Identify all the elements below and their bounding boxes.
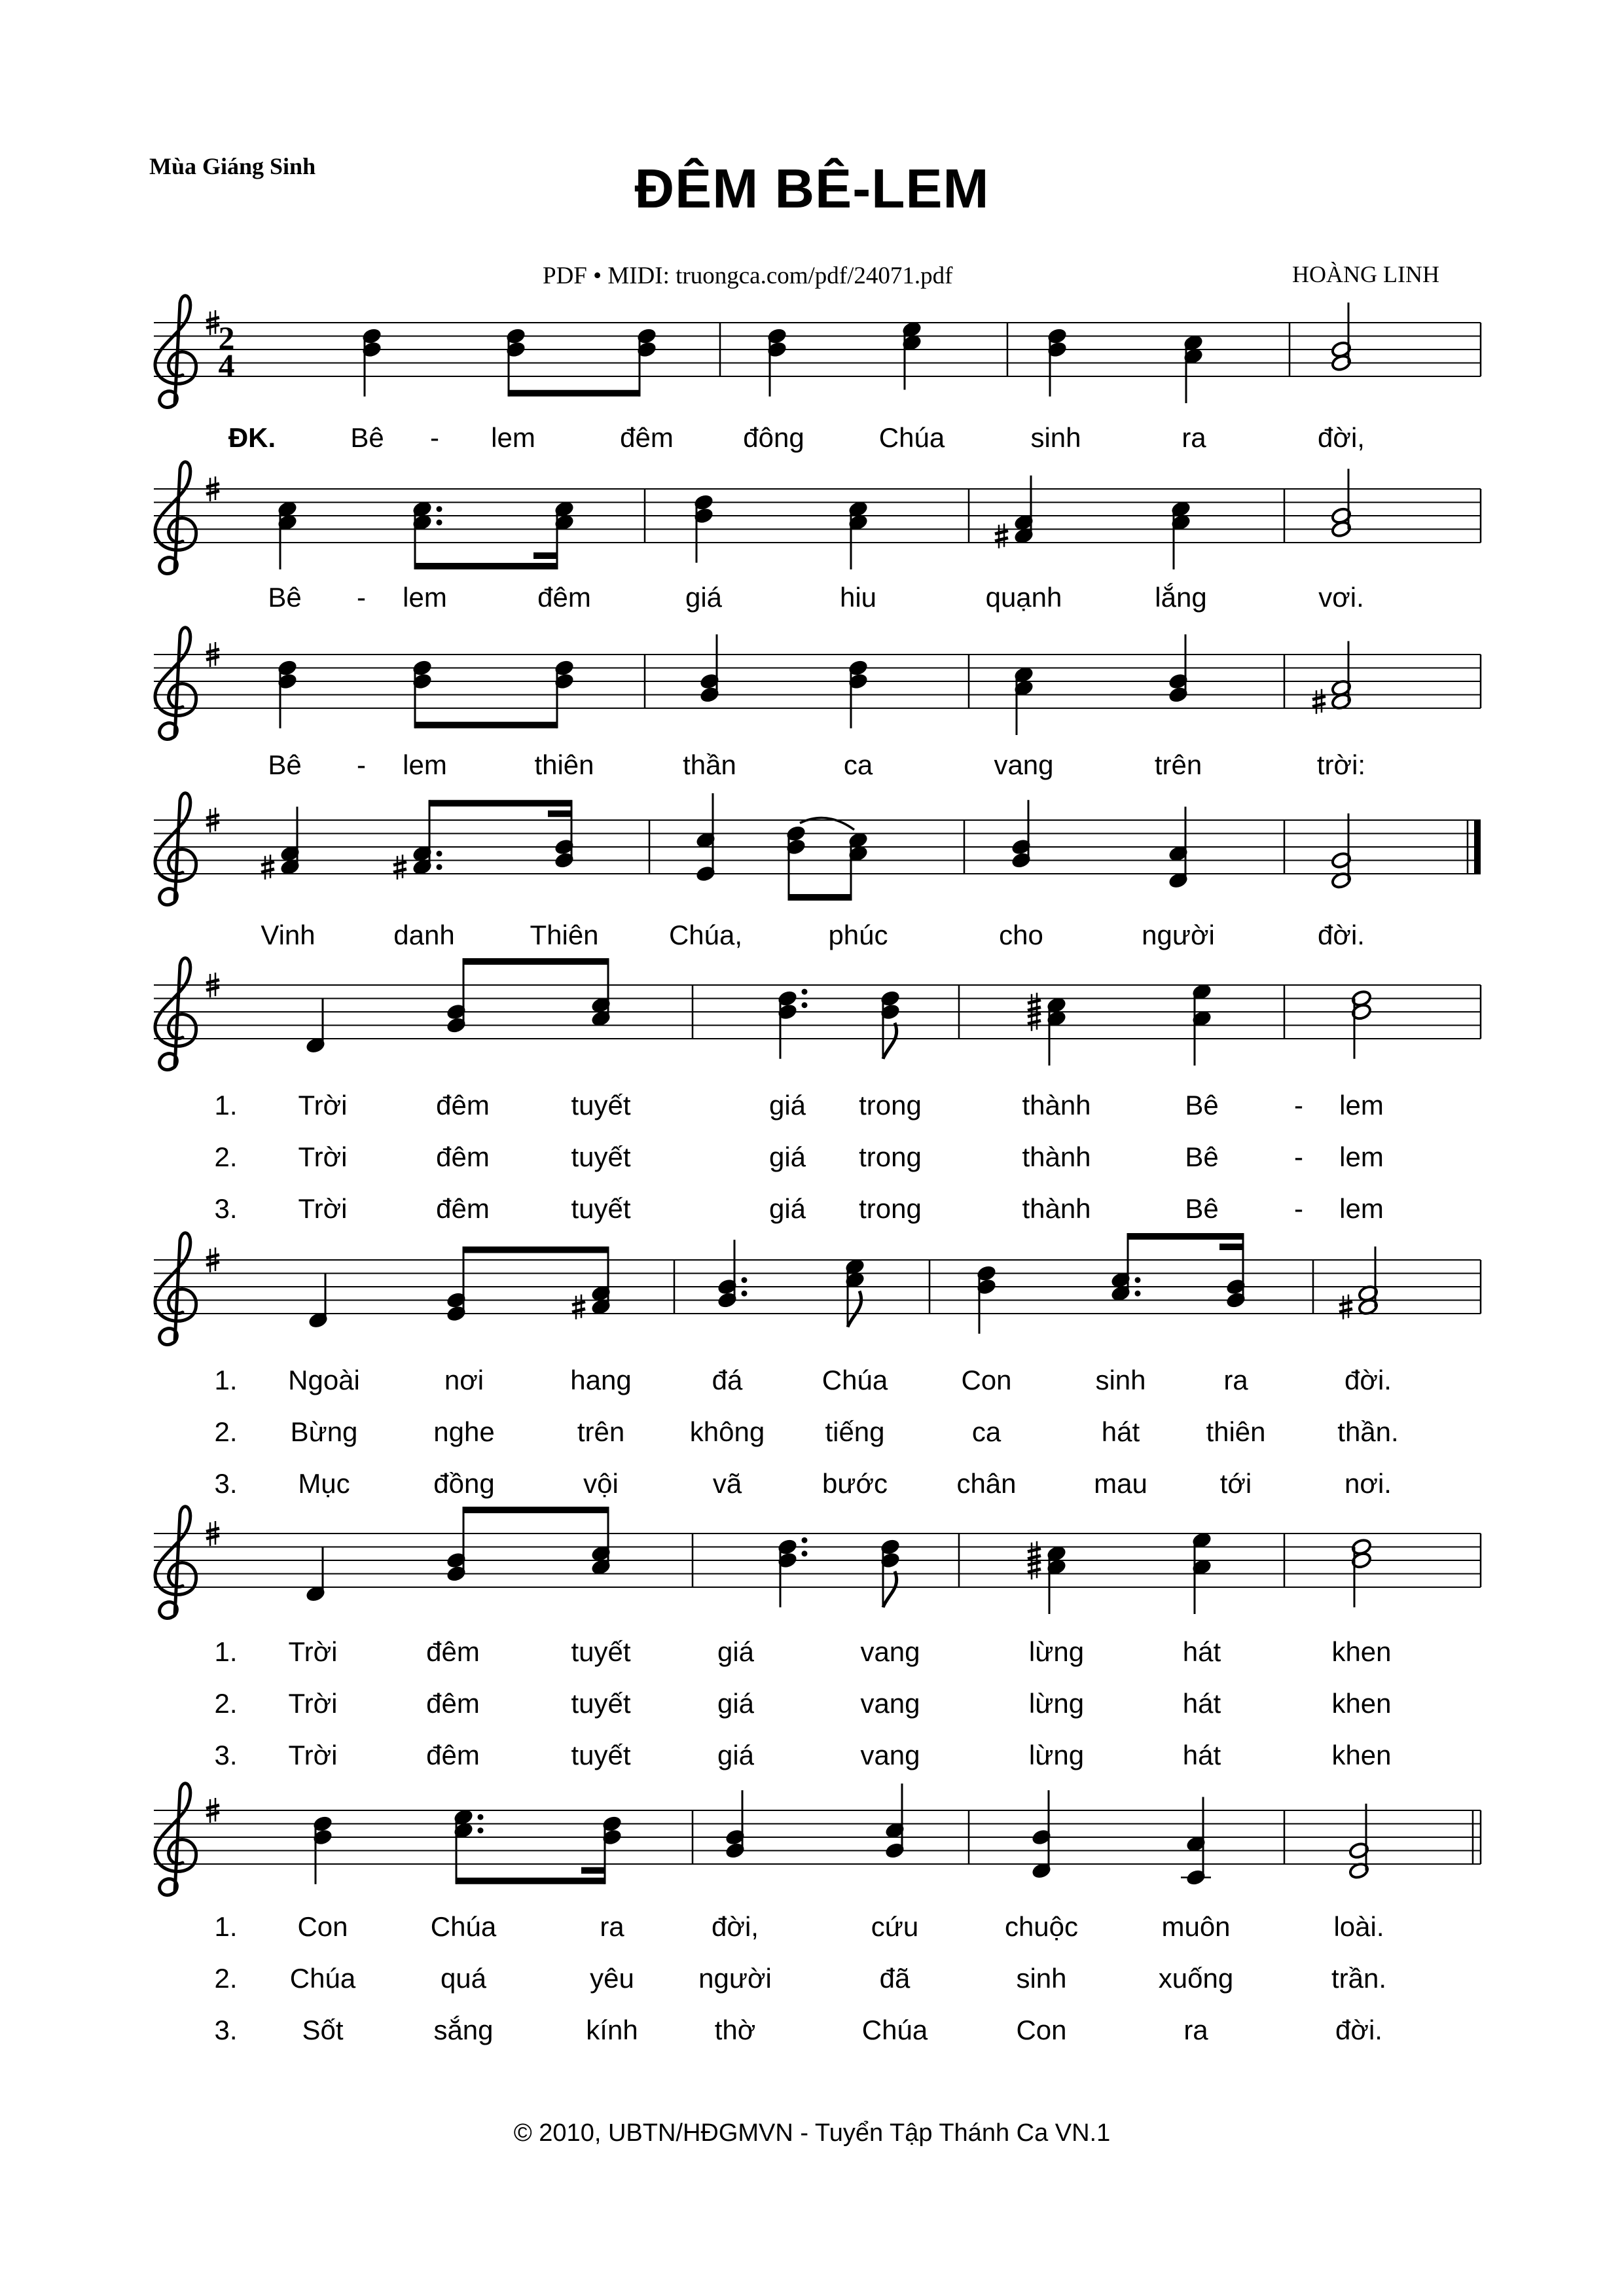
note [277, 659, 298, 728]
augmentation-dot [802, 1537, 808, 1543]
lyric-syllable: Trời [288, 1688, 338, 1719]
verse-number: 1. [214, 1365, 238, 1395]
note [848, 659, 869, 728]
lyric-syllable: - [357, 749, 366, 780]
lyric-syllable: lem [1339, 1193, 1384, 1224]
time-signature-bottom: 4 [218, 347, 235, 384]
augmentation-dot [437, 864, 442, 870]
staff-system [154, 1233, 1481, 1499]
lyric-syllable: Chúa, [668, 920, 743, 950]
note-flag [883, 1571, 897, 1607]
lyric-syllable: vang [860, 1740, 920, 1770]
note [777, 989, 808, 1059]
lyric-syllable: lem [403, 582, 447, 613]
verse-number: 3. [214, 1468, 238, 1499]
note [1168, 634, 1189, 704]
note [308, 1274, 329, 1330]
staff-system [154, 462, 1481, 613]
lyric-syllable: chuộc [1004, 1911, 1079, 1942]
lyric-syllable: không [689, 1416, 765, 1447]
lyric-syllable: sắng [433, 2015, 494, 2045]
lyric-syllable: vang [860, 1636, 920, 1667]
lyric-syllable: phúc [828, 920, 888, 950]
lyric-syllable: thần [683, 749, 736, 780]
augmentation-dot [802, 1002, 808, 1008]
lyric-syllable: hát [1182, 1688, 1221, 1719]
note [880, 990, 901, 1059]
time-signature-top: 2 [218, 319, 235, 356]
lyric-syllable: - [1294, 1141, 1303, 1172]
lyric-syllable: bước [821, 1468, 888, 1499]
composer-name: HOÀNG LINH [1292, 261, 1439, 287]
lyric-syllable: Chúa [430, 1911, 497, 1942]
lyric-syllable: Trời [288, 1740, 338, 1770]
note [1028, 1541, 1067, 1614]
lyric-syllable: vơi. [1318, 582, 1364, 613]
augmentation-dot [802, 1551, 808, 1556]
staff-system [154, 958, 1481, 1224]
lyric-syllable: Ngoài [288, 1365, 360, 1395]
lyric-syllable: cho [999, 920, 1043, 950]
lyric-syllable: danh [393, 920, 455, 950]
lyric-syllable: muôn [1161, 1911, 1231, 1942]
lyric-syllable: Bê [1185, 1193, 1219, 1224]
lyric-syllable: vã [712, 1468, 742, 1499]
note [1028, 993, 1067, 1066]
lyric-syllable: lừng [1028, 1636, 1085, 1667]
lyric-syllable: Vinh [261, 920, 316, 950]
lyric-syllable: giá [717, 1636, 755, 1667]
lyric-syllable: thành [1022, 1090, 1091, 1121]
lyric-syllable: thiên [534, 749, 594, 780]
lyric-syllable: giá [768, 1141, 806, 1172]
note [725, 1790, 746, 1859]
lyric-syllable: trong [859, 1193, 922, 1224]
beam [415, 668, 557, 728]
beam [463, 1247, 608, 1314]
note [1331, 469, 1352, 538]
lyric-syllable: trên [577, 1416, 625, 1447]
lyric-syllable: Trời [298, 1193, 348, 1224]
note [305, 1547, 326, 1604]
lyric-syllable: nơi. [1344, 1468, 1392, 1499]
augmentation-dot [742, 1277, 748, 1283]
note [1351, 990, 1372, 1059]
lyric-syllable: - [1294, 1090, 1303, 1121]
lyric-syllable: ca [843, 749, 873, 780]
note [695, 793, 716, 883]
lyric-syllable: tuyết [571, 1141, 631, 1172]
lyric-syllable: đêm [426, 1636, 480, 1667]
lyric-syllable: xuống [1158, 1963, 1234, 1994]
lyric-syllable: sinh [1095, 1365, 1146, 1395]
staff-system [154, 1784, 1481, 2045]
lyric-syllable: giá [768, 1090, 806, 1121]
lyric-syllable: quạnh [985, 582, 1062, 613]
lyric-syllable: giá [717, 1688, 755, 1719]
augmentation-dot [1135, 1277, 1141, 1283]
staff-system [154, 628, 1481, 780]
lyric-syllable: đêm [436, 1090, 490, 1121]
lyric-syllable: Chúa [861, 2015, 928, 2045]
lyric-syllable: ra [1182, 422, 1206, 453]
source-link[interactable]: PDF • MIDI: truongca.com/pdf/24071.pdf [543, 262, 953, 289]
lyric-syllable: tiếng [825, 1416, 885, 1447]
note [1170, 500, 1191, 569]
lyric-syllable: Chúa [821, 1365, 888, 1395]
lyric-syllable: lem [1339, 1090, 1384, 1121]
note [1011, 800, 1032, 869]
lyric-syllable: ra [1183, 2015, 1208, 2045]
lyric-syllable: đời, [712, 1911, 759, 1942]
beam [463, 958, 608, 1026]
lyric-syllable: - [357, 582, 366, 613]
verse-number: 2. [214, 1963, 238, 1994]
note [261, 807, 300, 880]
lyric-syllable: chân [956, 1468, 1017, 1499]
lyric-syllable: thành [1022, 1193, 1091, 1224]
note [884, 1784, 905, 1859]
lyric-syllable: sinh [1016, 1963, 1067, 1994]
note [1013, 666, 1034, 735]
note [1031, 1790, 1052, 1880]
lyric-syllable: quá [440, 1963, 487, 1994]
verse-number: 2. [214, 1416, 238, 1447]
lyric-syllable: loài. [1333, 1911, 1384, 1942]
lyric-syllable: tới [1219, 1468, 1252, 1499]
beam [463, 1507, 608, 1574]
note [1331, 302, 1352, 372]
lyric-syllable: ra [1223, 1365, 1248, 1395]
note [1348, 1804, 1369, 1880]
note [1351, 1538, 1372, 1607]
lyric-syllable: thành [1022, 1141, 1091, 1172]
lyric-syllable: yêu [590, 1963, 634, 1994]
lyric-syllable: vang [860, 1688, 920, 1719]
lyric-syllable: lem [491, 422, 535, 453]
note [1339, 1247, 1379, 1319]
note [1047, 327, 1068, 397]
verse-number: 1. [214, 1911, 238, 1942]
lyric-syllable: đời. [1335, 2015, 1382, 2045]
lyric-syllable: nghe [433, 1416, 495, 1447]
note [976, 1265, 997, 1334]
lyric-syllable: đồng [433, 1468, 495, 1499]
note-flag [883, 1023, 897, 1059]
augmentation-dot [437, 851, 442, 857]
lyric-syllable: đã [879, 1963, 911, 1994]
lyric-syllable: - [1294, 1193, 1303, 1224]
lyric-syllable: cứu [871, 1911, 919, 1942]
lyric-syllable: người [1142, 920, 1215, 950]
lyric-syllable: tuyết [571, 1193, 631, 1224]
verse-number: 3. [214, 2015, 238, 2045]
copyright-footer: © 2010, UBTN/HĐGMVN - Tuyển Tập Thánh Ca VN.1 [513, 2119, 1111, 2147]
lyric-syllable: hát [1101, 1416, 1140, 1447]
lyric-syllable: mau [1094, 1468, 1147, 1499]
refrain-label: ĐK. [228, 422, 276, 453]
note [305, 999, 326, 1055]
lyric-syllable: Sốt [302, 2015, 344, 2045]
note [1191, 982, 1212, 1066]
lyric-syllable: đời. [1344, 1365, 1392, 1395]
note [1312, 641, 1352, 714]
lyric-syllable: Thiên [530, 920, 599, 950]
staff-system [154, 793, 1481, 950]
lyric-syllable: đêm [537, 582, 591, 613]
lyric-syllable: lừng [1028, 1740, 1085, 1770]
staff-system [154, 296, 1481, 453]
augmentation-dot [802, 989, 808, 995]
verse-number: 2. [214, 1141, 238, 1172]
lyric-syllable: Bê [350, 422, 384, 453]
lyric-syllable: thờ [714, 2015, 756, 2045]
lyric-syllable: lừng [1028, 1688, 1085, 1719]
verse-number: 3. [214, 1193, 238, 1224]
lyric-syllable: khen [1331, 1740, 1392, 1770]
note [277, 500, 298, 569]
lyric-syllable: nơi [444, 1365, 484, 1395]
lyric-syllable: đêm [436, 1141, 490, 1172]
lyric-syllable: Trời [288, 1636, 338, 1667]
note [880, 1538, 901, 1607]
lyric-syllable: Con [961, 1365, 1012, 1395]
lyric-syllable: đêm [436, 1193, 490, 1224]
lyric-syllable: vội [583, 1468, 619, 1499]
note [995, 476, 1034, 548]
lyric-syllable: Bê [1185, 1090, 1219, 1121]
lyric-syllable: hang [570, 1365, 632, 1395]
lyric-syllable: tuyết [571, 1740, 631, 1770]
lyric-syllable: hát [1182, 1636, 1221, 1667]
lyric-syllable: hiu [839, 582, 877, 613]
note [699, 634, 720, 704]
lyric-syllable: đời. [1318, 920, 1365, 950]
lyric-syllable: vang [994, 749, 1054, 780]
lyric-syllable: trần. [1331, 1963, 1387, 1994]
lyric-syllable: Con [1016, 2015, 1067, 2045]
lyric-syllable: đá [712, 1365, 743, 1395]
lyric-syllable: Trời [298, 1090, 348, 1121]
lyric-syllable: đêm [620, 422, 674, 453]
lyric-syllable: Bê [268, 582, 302, 613]
lyric-syllable: đêm [426, 1740, 480, 1770]
beam [509, 336, 640, 397]
lyric-syllable: đông [743, 422, 804, 453]
lyric-syllable: trong [859, 1141, 922, 1172]
augmentation-dot [742, 1291, 748, 1297]
augmentation-dot [478, 1814, 484, 1820]
final-barline [1474, 820, 1481, 874]
lyric-syllable: ra [600, 1911, 624, 1942]
lyric-syllable: sinh [1030, 422, 1081, 453]
beam [1128, 1233, 1243, 1300]
lyric-syllable: khen [1331, 1688, 1392, 1719]
verse-number: 1. [214, 1636, 238, 1667]
lyric-syllable: giá [768, 1193, 806, 1224]
season-label: Mùa Giáng Sinh [149, 153, 316, 179]
lyric-syllable: - [430, 422, 439, 453]
lyric-syllable: trời: [1316, 749, 1366, 780]
note [1191, 1531, 1212, 1614]
lyric-syllable: đêm [426, 1688, 480, 1719]
lyric-syllable: thiên [1206, 1416, 1266, 1447]
lyric-syllable: giá [685, 582, 723, 613]
beam [415, 509, 557, 569]
lyric-syllable: lem [1339, 1141, 1384, 1172]
lyric-syllable: trong [859, 1090, 922, 1121]
song-title: ĐÊM BÊ-LEM [634, 158, 990, 219]
note [361, 327, 382, 397]
note [848, 500, 869, 569]
lyric-syllable: hát [1182, 1740, 1221, 1770]
lyric-syllable: lắng [1155, 582, 1207, 613]
lyric-syllable: đời, [1318, 422, 1365, 453]
augmentation-dot [437, 506, 442, 512]
lyric-syllable: Con [297, 1911, 348, 1942]
lyric-syllable: lem [403, 749, 447, 780]
lyric-syllable: tuyết [571, 1688, 631, 1719]
lyric-syllable: Chúa [878, 422, 945, 453]
note [901, 320, 922, 389]
lyric-syllable: tuyết [571, 1090, 631, 1121]
lyric-syllable: ca [971, 1416, 1001, 1447]
lyric-syllable: khen [1331, 1636, 1392, 1667]
note [312, 1815, 333, 1884]
lyric-syllable: kính [586, 2015, 638, 2045]
augmentation-dot [478, 1827, 484, 1833]
lyric-syllable: Mục [298, 1468, 350, 1499]
note [1168, 807, 1189, 890]
lyric-syllable: Trời [298, 1141, 348, 1172]
note [1331, 814, 1352, 889]
note-flag [848, 1291, 861, 1327]
lyric-syllable: Bê [268, 749, 302, 780]
augmentation-dot [1135, 1291, 1141, 1297]
note [844, 1257, 865, 1327]
lyric-syllable: trên [1154, 749, 1202, 780]
verse-number: 1. [214, 1090, 238, 1121]
note [777, 1537, 808, 1607]
lyric-syllable: thần. [1337, 1416, 1399, 1447]
augmentation-dot [437, 520, 442, 526]
verse-number: 3. [214, 1740, 238, 1770]
lyric-syllable: người [698, 1963, 772, 1994]
note [1183, 334, 1204, 403]
lyric-syllable: Chúa [289, 1963, 356, 1994]
staff-system [154, 1507, 1481, 1770]
verse-number: 2. [214, 1688, 238, 1719]
note [693, 493, 714, 563]
lyric-syllable: giá [717, 1740, 755, 1770]
lyric-syllable: Bừng [290, 1416, 358, 1447]
lyric-syllable: Bê [1185, 1141, 1219, 1172]
lyric-syllable: tuyết [571, 1636, 631, 1667]
note [717, 1240, 748, 1309]
note [767, 327, 787, 397]
